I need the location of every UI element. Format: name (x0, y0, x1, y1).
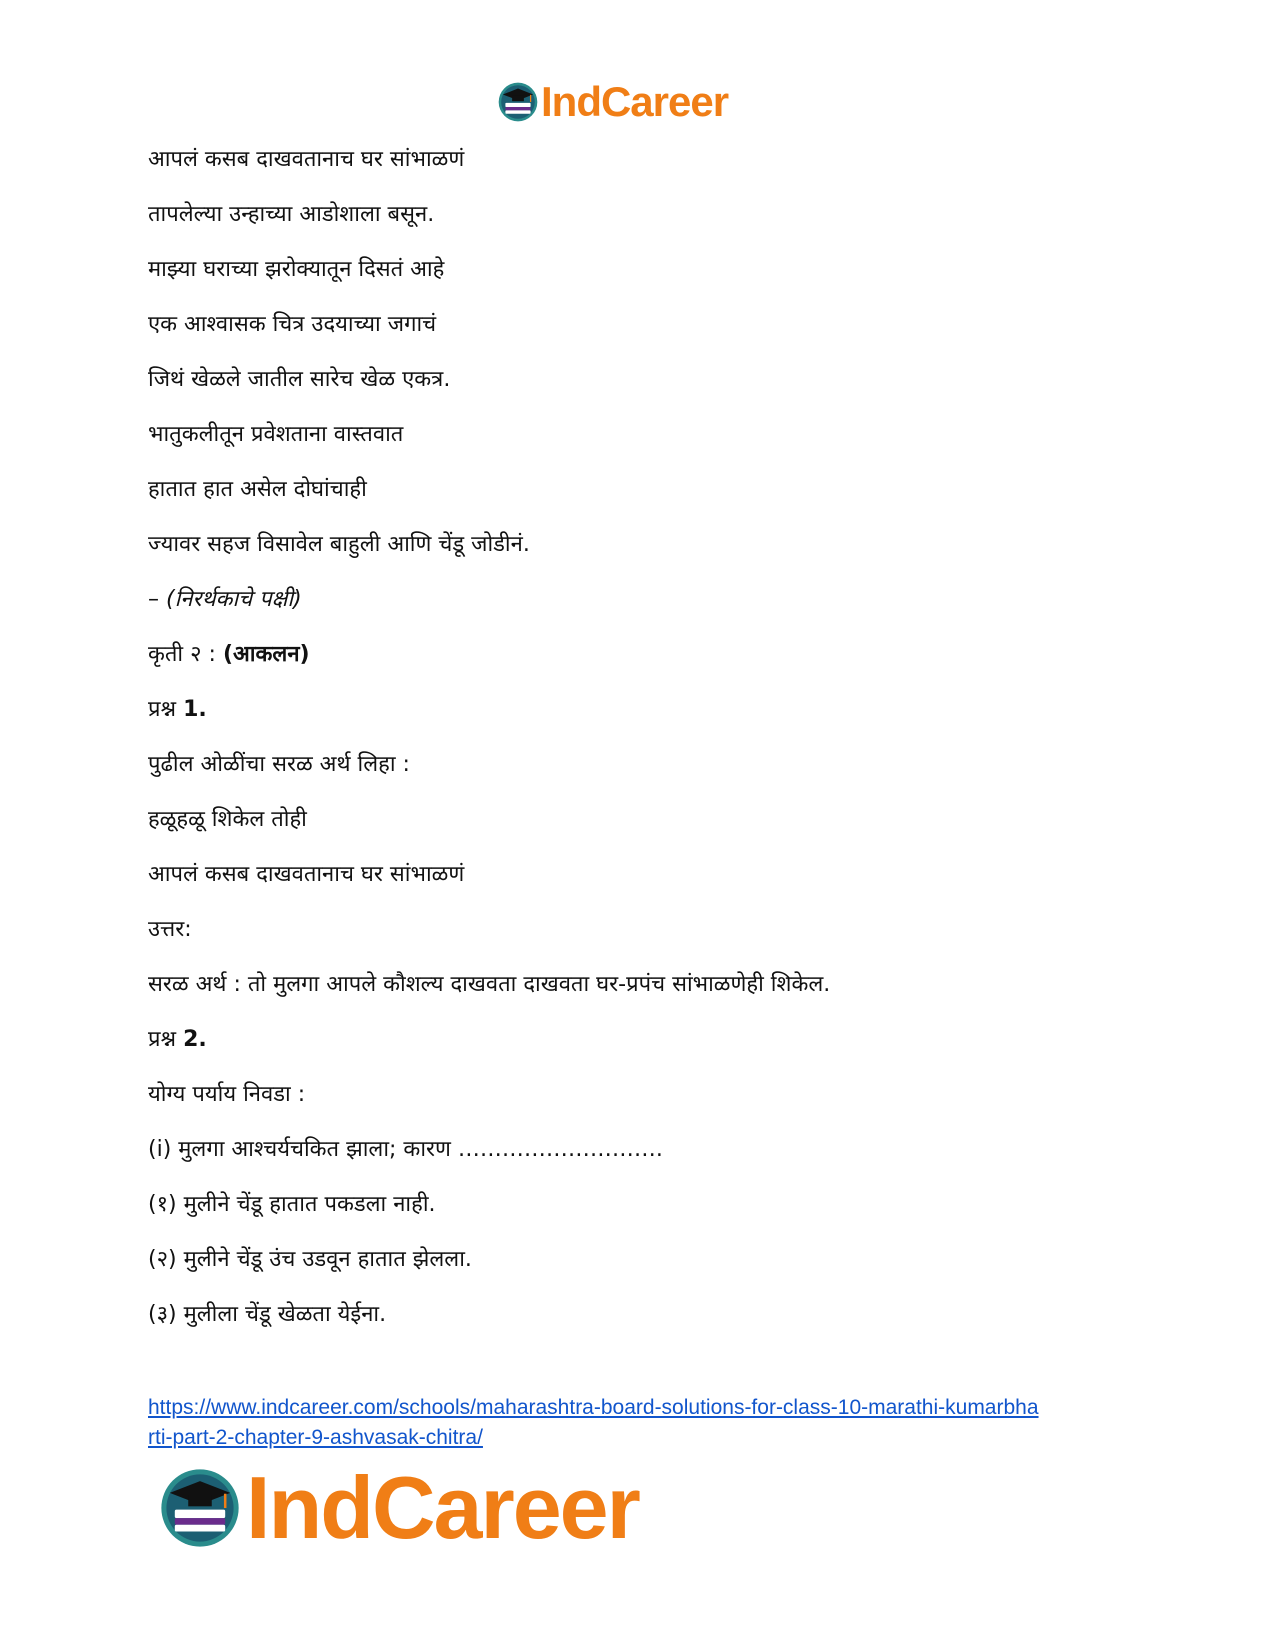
graduation-cap-book-globe-icon (158, 1466, 242, 1550)
question-heading: प्रश्न 1. (148, 697, 207, 722)
question-prompt: पुढील ओळींचा सरळ अर्थ लिहा : (148, 752, 410, 777)
source-link-line-2[interactable]: rti-part-2-chapter-9-ashvasak-chitra/ (148, 1426, 483, 1449)
option-item: (२) मुलीने चेंडू उंच उडवून हातात झेलला. (148, 1247, 472, 1272)
text-line: भातुकलीतून प्रवेशताना वास्तवात (148, 422, 404, 447)
document-body (148, 142, 1148, 1352)
text-line: हातात हात असेल दोघांचाही (148, 477, 367, 502)
question-heading: प्रश्न 2. (148, 1027, 207, 1052)
header-logo (497, 80, 728, 124)
activity-heading: कृती २ : (आकलन) (148, 642, 310, 667)
poem-source: – (निरर्थकाचे पक्षी) (148, 587, 302, 612)
graduation-cap-book-globe-icon (497, 81, 539, 123)
text-line: एक आश्वासक चित्र उदयाच्या जगाचं (148, 312, 437, 337)
source-link-line-1[interactable]: https://www.indcareer.com/schools/maharashtra-board-solutions-for-class-10-marathi-kumarbha (148, 1396, 1039, 1419)
answer-text: सरळ अर्थ : तो मुलगा आपले कौशल्य दाखवता दाखवता घर-प्रपंच सांभाळणेही शिकेल. (148, 972, 831, 997)
logo-text: IndCareer (246, 1458, 639, 1557)
question-item: (i) मुलगा आश्चर्यचकित झाला; कारण ………………………. (148, 1137, 663, 1162)
answer-label: उत्तर: (148, 917, 192, 942)
text-line: ज्यावर सहज विसावेल बाहुली आणि चेंडू जोडीनं. (148, 532, 530, 557)
source-link[interactable] (148, 1393, 1128, 1453)
option-item: (३) मुलीला चेंडू खेळता येईना. (148, 1302, 387, 1327)
text-line: आपलं कसब दाखवतानाच घर सांभाळणं (148, 147, 465, 172)
text-line: आपलं कसब दाखवतानाच घर सांभाळणं (148, 862, 465, 887)
footer-logo (158, 1458, 639, 1557)
text-line: हळूहळू शिकेल तोही (148, 807, 307, 832)
question-prompt: योग्य पर्याय निवडा : (148, 1082, 306, 1107)
option-item: (१) मुलीने चेंडू हातात पकडला नाही. (148, 1192, 436, 1217)
text-line: जिथं खेळले जातील सारेच खेळ एकत्र. (148, 367, 451, 392)
logo-text: IndCareer (541, 78, 729, 125)
text-line: तापलेल्या उन्हाच्या आडोशाला बसून. (148, 202, 435, 227)
text-line: माझ्या घराच्या झरोक्यातून दिसतं आहे (148, 257, 445, 282)
